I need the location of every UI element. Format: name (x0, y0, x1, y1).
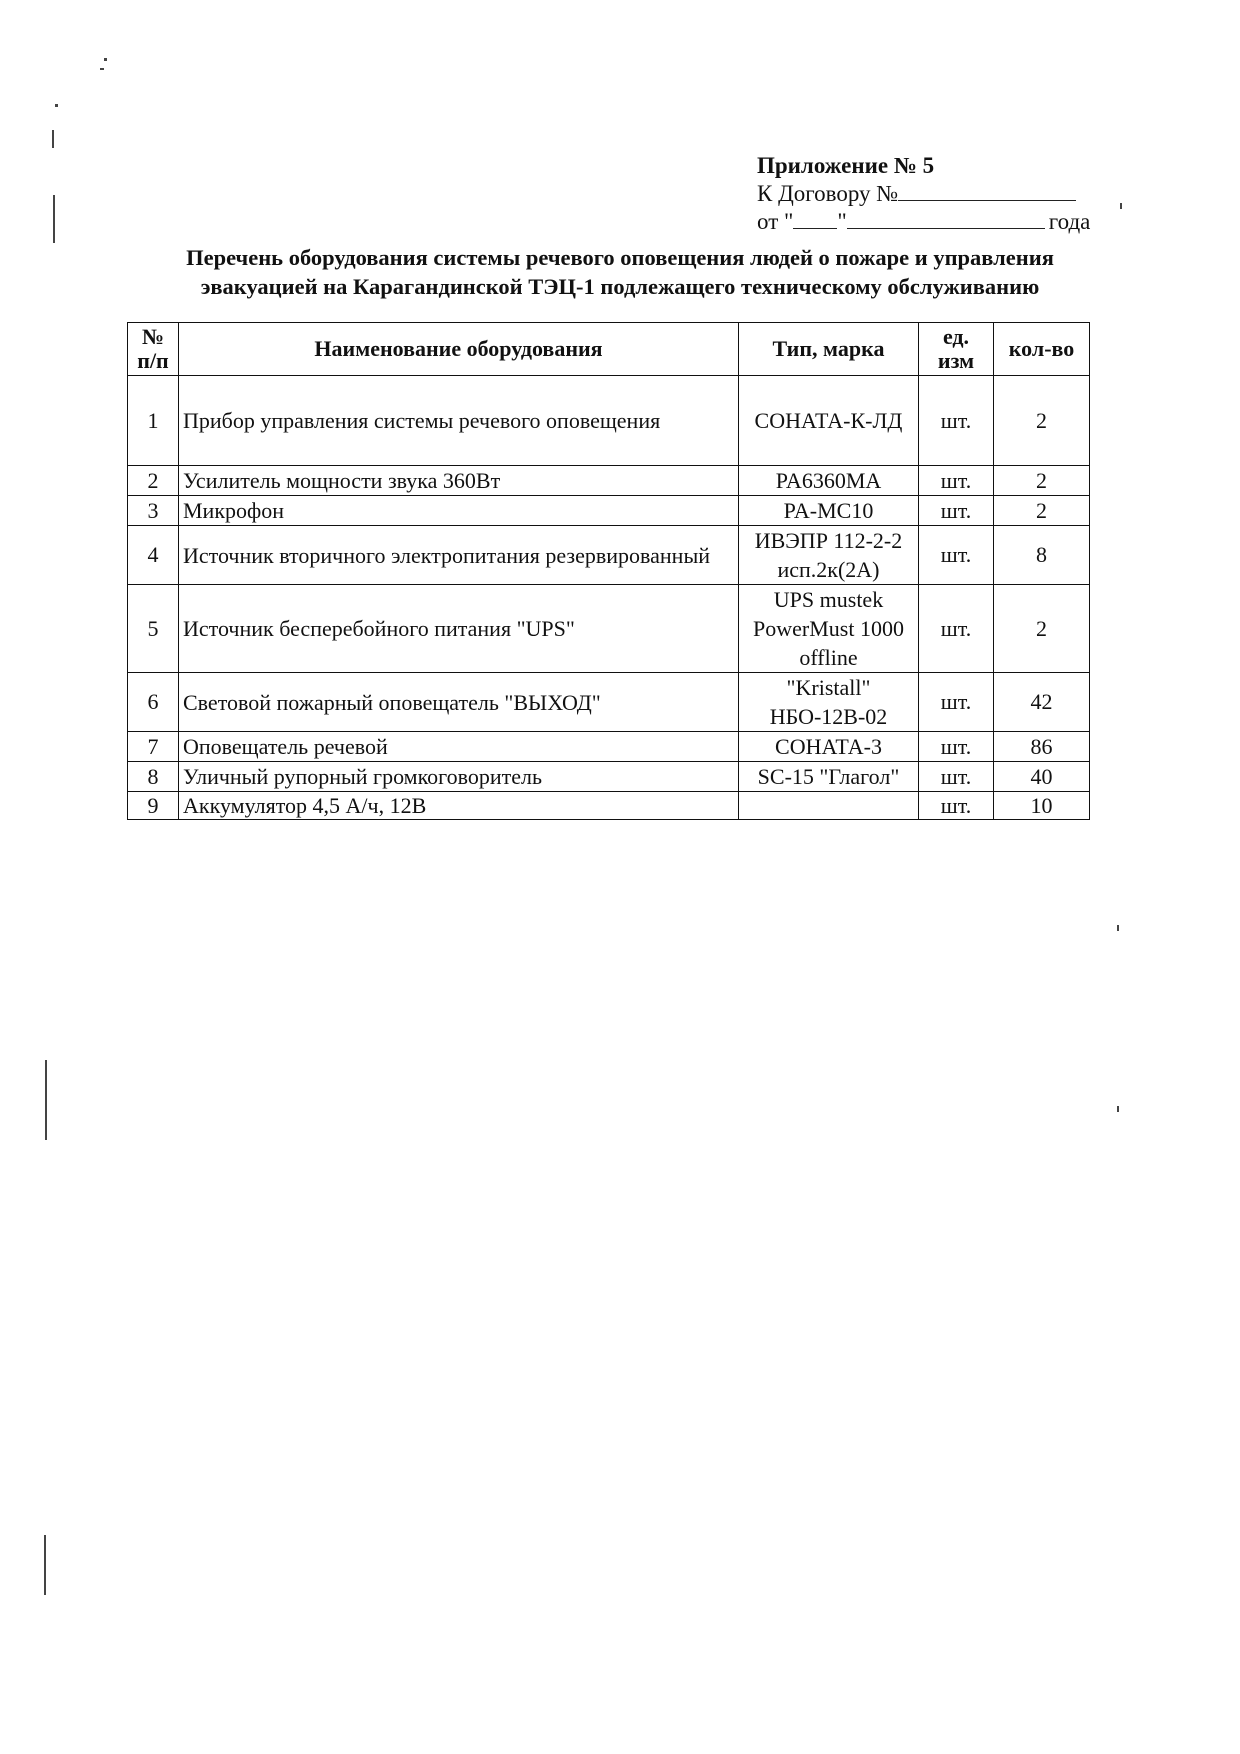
row-type: ИВЭПР 112-2-2 исп.2к(2А) (739, 526, 919, 585)
table-row (128, 466, 1090, 496)
annex-title: Приложение № 5 (757, 153, 935, 178)
table-row (128, 376, 1090, 466)
header-qty: кол-во (994, 323, 1090, 376)
table-row (128, 585, 1090, 673)
header-type: Тип, марка (739, 323, 919, 376)
table-header-row (128, 323, 1090, 376)
row-unit: шт. (919, 526, 994, 585)
row-num: 8 (128, 762, 179, 792)
scan-speck (52, 130, 54, 148)
table-row (128, 762, 1090, 792)
row-name: Оповещатель речевой (179, 732, 739, 762)
scan-speck (100, 68, 104, 70)
row-unit: шт. (919, 585, 994, 673)
row-num: 3 (128, 496, 179, 526)
row-unit: шт. (919, 762, 994, 792)
scan-speck (44, 1535, 46, 1595)
row-name: Прибор управления системы речевого оповещения (179, 376, 739, 466)
row-name: Уличный рупорный громкоговоритель (179, 762, 739, 792)
scan-speck (55, 104, 58, 107)
month-year-blank (847, 208, 1045, 229)
row-unit: шт. (919, 732, 994, 762)
scan-speck (1117, 925, 1119, 931)
table-row (128, 792, 1090, 820)
row-qty: 10 (994, 792, 1090, 820)
row-unit: шт. (919, 466, 994, 496)
date-mid: " (837, 209, 847, 234)
row-qty: 40 (994, 762, 1090, 792)
table-row (128, 496, 1090, 526)
document-title-line-2: эвакуацией на Карагандинской ТЭЦ-1 подлежащего техническому обслуживанию (200, 274, 1040, 299)
scan-speck (104, 58, 107, 61)
row-qty: 2 (994, 376, 1090, 466)
row-qty: 2 (994, 496, 1090, 526)
row-num: 6 (128, 673, 179, 732)
header-num (128, 323, 179, 376)
row-type: PA6360MA (739, 466, 919, 496)
table-row (128, 673, 1090, 732)
row-type: PA-MC10 (739, 496, 919, 526)
row-num: 1 (128, 376, 179, 466)
header-name: Наименование оборудования (179, 323, 739, 376)
scan-speck (1117, 1106, 1119, 1112)
header-unit: ед. изм (919, 323, 994, 376)
contract-number-blank (898, 180, 1076, 201)
row-num: 9 (128, 792, 179, 820)
annex-header (757, 152, 1090, 236)
row-unit: шт. (919, 673, 994, 732)
row-name: Усилитель мощности звука 360Вт (179, 466, 739, 496)
row-name: Аккумулятор 4,5 А/ч, 12В (179, 792, 739, 820)
document-title (120, 243, 1120, 301)
row-type: СОНАТА-К-ЛД (739, 376, 919, 466)
scan-speck (53, 195, 55, 243)
contract-line (757, 180, 1090, 208)
document-title-line-1: Перечень оборудования системы речевого оповещения людей о пожаре и управления (186, 245, 1054, 270)
row-type: СОНАТА-3 (739, 732, 919, 762)
row-name: Источник бесперебойного питания "UPS" (179, 585, 739, 673)
day-blank (793, 208, 837, 229)
row-type: UPS mustek PowerMust 1000 offline (739, 585, 919, 673)
equipment-table (127, 322, 1090, 820)
row-type (739, 792, 919, 820)
header-num-line-2: п/п (137, 348, 169, 373)
row-qty: 42 (994, 673, 1090, 732)
contract-label: К Договору № (757, 181, 899, 206)
scan-speck (45, 1060, 47, 1140)
row-unit: шт. (919, 792, 994, 820)
row-qty: 8 (994, 526, 1090, 585)
date-line (757, 208, 1090, 236)
row-qty: 2 (994, 466, 1090, 496)
header-num-line-1: № (141, 324, 165, 349)
row-qty: 86 (994, 732, 1090, 762)
row-num: 2 (128, 466, 179, 496)
scan-speck (1120, 203, 1122, 209)
row-unit: шт. (919, 496, 994, 526)
date-prefix: от " (757, 209, 794, 234)
row-unit: шт. (919, 376, 994, 466)
row-name: Источник вторичного электропитания резервированный (179, 526, 739, 585)
row-name: Световой пожарный оповещатель "ВЫХОД" (179, 673, 739, 732)
row-num: 5 (128, 585, 179, 673)
row-num: 4 (128, 526, 179, 585)
row-qty: 2 (994, 585, 1090, 673)
table-row (128, 732, 1090, 762)
table-row (128, 526, 1090, 585)
row-type: "Kristall" НБО-12В-02 (739, 673, 919, 732)
date-suffix: года (1048, 209, 1091, 234)
row-type: SC-15 "Глагол" (739, 762, 919, 792)
row-num: 7 (128, 732, 179, 762)
row-name: Микрофон (179, 496, 739, 526)
